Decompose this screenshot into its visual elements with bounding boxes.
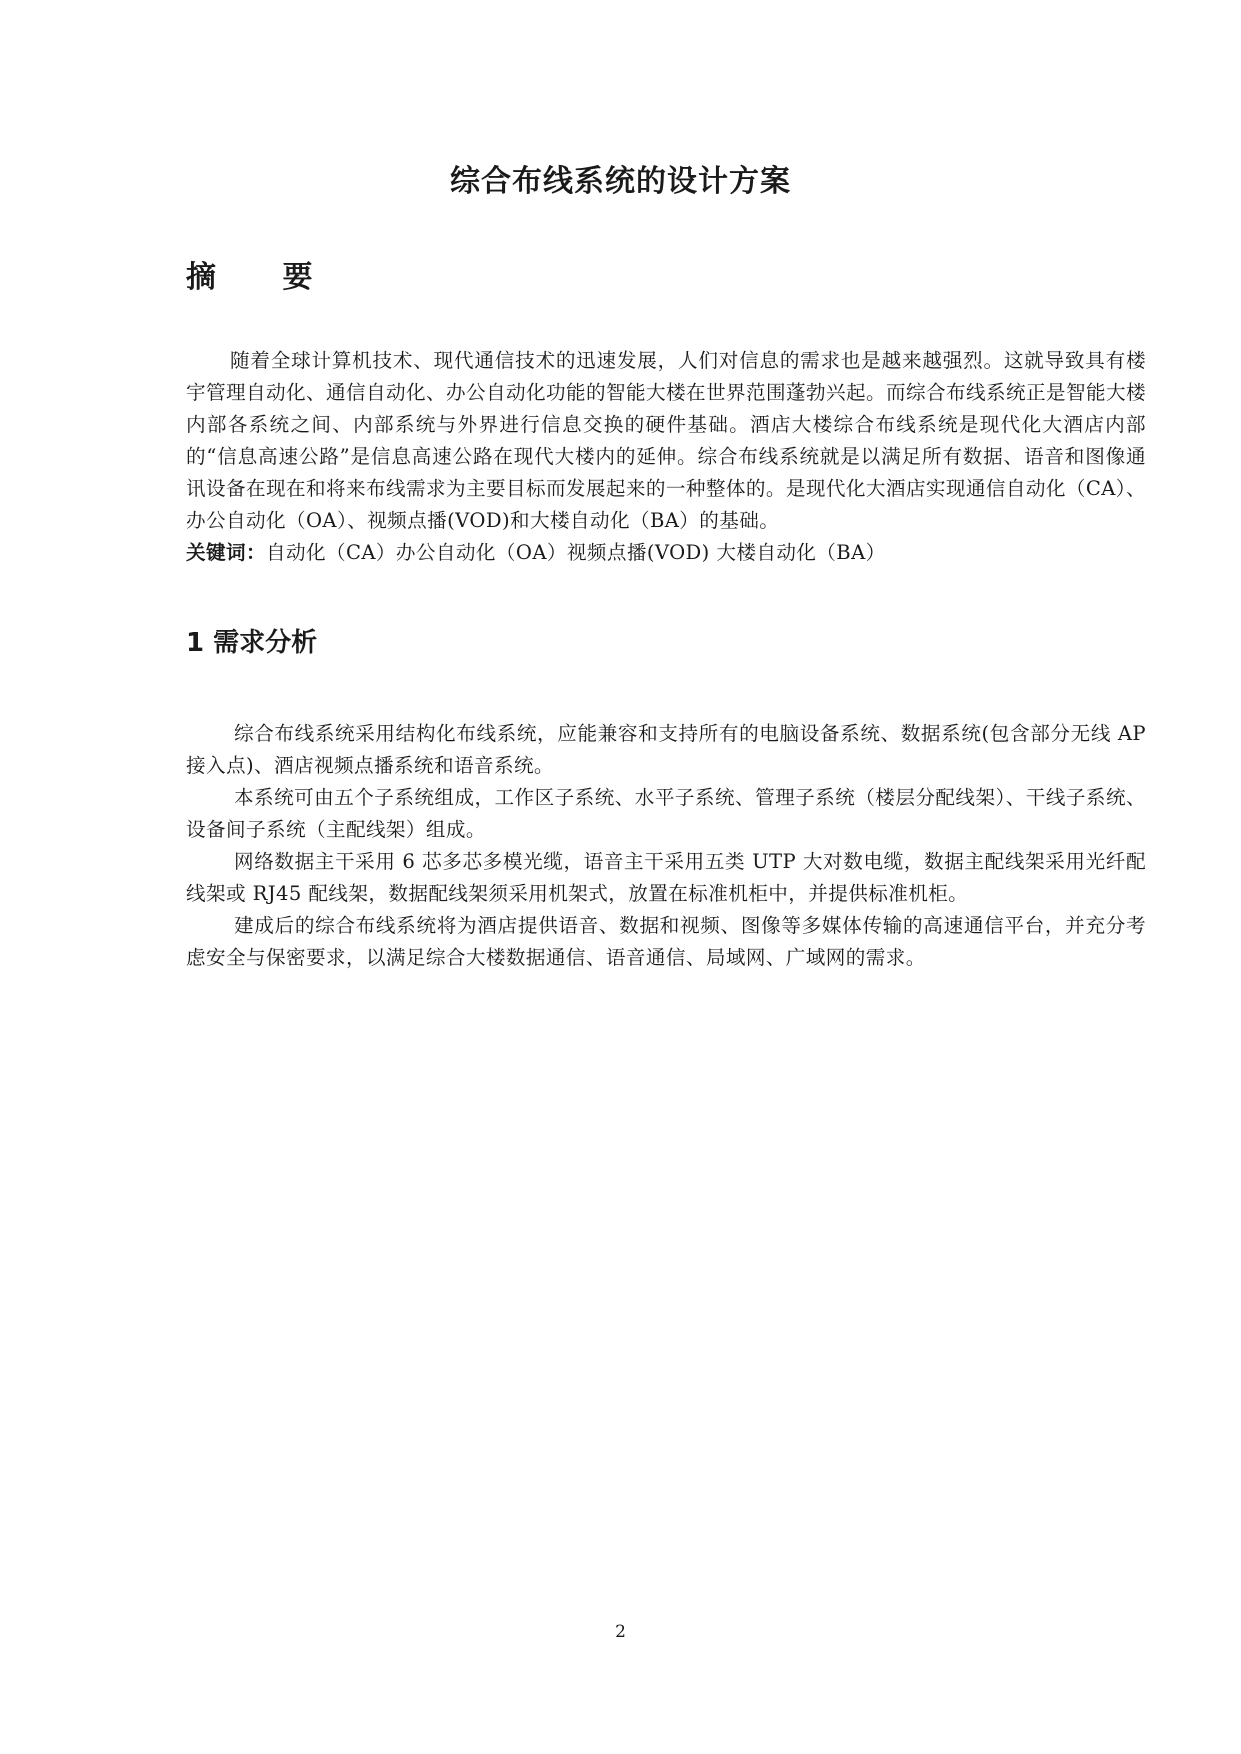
keywords-label: 关键词：	[186, 541, 266, 564]
document-title: 综合布线系统的设计方案	[450, 164, 791, 199]
section-paragraph: 建成后的综合布线系统将为酒店提供语音、数据和视频、图像等多媒体传输的高速通信平台，并充分考虑安全与保密要求，以满足综合大楼数据通信、语音通信、局域网、广域网的需求。	[186, 914, 1146, 969]
section-paragraph: 综合布线系统采用结构化布线系统，应能兼容和支持所有的电脑设备系统、数据系统(包含部分无线 AP 接入点)、酒店视频点播系统和语音系统。	[186, 722, 1146, 777]
abstract-heading: 摘 要	[186, 260, 341, 295]
keywords-text: 自动化（CA）办公自动化（OA）视频点播(VOD) 大楼自动化（BA）	[265, 541, 886, 564]
section-paragraph: 本系统可由五个子系统组成，工作区子系统、水平子系统、管理子系统（楼层分配线架）、干线子系统、设备间子系统（主配线架）组成。	[186, 786, 1146, 841]
section-body-requirements	[186, 718, 1146, 974]
abstract-paragraph: 随着全球计算机技术、现代通信技术的迅速发展，人们对信息的需求也是越来越强烈。这就导致具有楼宇管理自动化、通信自动化、办公自动化功能的智能大楼在世界范围蓬勃兴起。而综合布线系统正是智能大楼内部各系统之间、内部系统与外界进行信息交换的硬件基础。酒店大楼综合布线系统是现代化大酒店内部的“信息高速公路”是信息高速公路在现代大楼内的延伸。综合布线系统就是以满足所有数据、语音和图像通讯设备在现在和将来布线需求为主要目标而发展起来的一种整体的。是现代化大酒店实现通信自动化（CA）、办公自动化（OA）、视频点播(VOD)和大楼自动化（BA）的基础。	[186, 349, 1146, 532]
page-number: 2	[615, 1622, 626, 1642]
section-heading-requirements: 1 需求分析	[186, 628, 318, 658]
keywords-line	[186, 537, 1146, 569]
section-paragraph: 网络数据主干采用 6 芯多芯多模光缆，语音主干采用五类 UTP 大对数电缆，数据主配线架采用光纤配线架或 RJ45 配线架，数据配线架须采用机架式，放置在标准机柜中，并提供标准机柜。	[186, 850, 1146, 905]
